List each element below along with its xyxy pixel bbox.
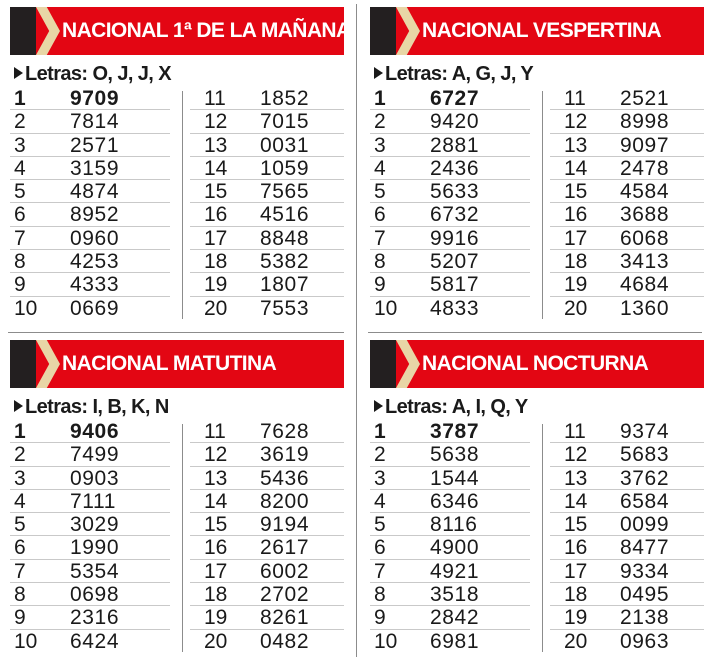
position-number: 5 bbox=[14, 180, 26, 204]
result-row bbox=[190, 110, 344, 133]
result-number: 2617 bbox=[260, 536, 310, 560]
position-number: 18 bbox=[564, 583, 588, 607]
result-number: 2881 bbox=[430, 133, 480, 157]
position-number: 8 bbox=[14, 250, 26, 274]
result-row bbox=[10, 203, 170, 226]
result-row bbox=[10, 536, 170, 559]
result-number: 4900 bbox=[430, 536, 480, 560]
position-number: 5 bbox=[374, 180, 386, 204]
position-number: 2 bbox=[14, 443, 26, 467]
result-number: 1807 bbox=[260, 273, 310, 297]
result-number: 8998 bbox=[620, 110, 670, 134]
result-row bbox=[550, 443, 704, 466]
position-number: 16 bbox=[204, 536, 228, 560]
result-number: 0482 bbox=[260, 629, 310, 653]
result-row bbox=[10, 180, 170, 203]
result-row bbox=[190, 87, 344, 110]
results-panel-nacional-nocturna bbox=[370, 340, 704, 658]
result-number: 4333 bbox=[70, 273, 120, 297]
result-row bbox=[10, 297, 170, 320]
position-number: 8 bbox=[374, 583, 386, 607]
letters-line bbox=[374, 394, 528, 420]
position-number: 2 bbox=[374, 110, 386, 134]
result-number: 3688 bbox=[620, 203, 670, 227]
position-number: 17 bbox=[564, 226, 588, 250]
result-row bbox=[10, 630, 170, 653]
position-number: 7 bbox=[14, 559, 26, 583]
result-row bbox=[190, 297, 344, 320]
result-row bbox=[370, 227, 530, 250]
result-number: 3762 bbox=[620, 466, 670, 490]
position-number: 9 bbox=[374, 273, 386, 297]
result-row bbox=[550, 560, 704, 583]
panel-banner bbox=[370, 7, 704, 55]
result-number: 8952 bbox=[70, 203, 120, 227]
position-number: 6 bbox=[14, 536, 26, 560]
position-number: 1 bbox=[374, 87, 386, 110]
results-panel-nacional-primera-manana bbox=[10, 7, 351, 325]
result-row bbox=[190, 134, 344, 157]
result-number: 8477 bbox=[620, 536, 670, 560]
position-number: 16 bbox=[564, 203, 588, 227]
result-number: 7553 bbox=[260, 296, 310, 320]
result-number: 3518 bbox=[430, 583, 480, 607]
result-number: 0669 bbox=[70, 296, 120, 320]
triangle-bullet-icon bbox=[14, 67, 23, 79]
position-number: 11 bbox=[564, 87, 586, 110]
results-panel-nacional-matutina bbox=[10, 340, 344, 658]
result-number: 9097 bbox=[620, 133, 670, 157]
result-row bbox=[550, 157, 704, 180]
results-panel-nacional-vespertina bbox=[370, 7, 704, 325]
position-number: 7 bbox=[374, 559, 386, 583]
position-number: 6 bbox=[374, 536, 386, 560]
result-row bbox=[370, 513, 530, 536]
panel-title: NACIONAL NOCTURNA bbox=[422, 352, 649, 375]
position-number: 3 bbox=[14, 133, 26, 157]
result-number: 1852 bbox=[260, 87, 310, 110]
result-row bbox=[10, 560, 170, 583]
result-row bbox=[370, 420, 530, 443]
position-number: 13 bbox=[564, 133, 588, 157]
panel-title: NACIONAL VESPERTINA bbox=[422, 19, 662, 42]
triangle-bullet-icon bbox=[374, 67, 383, 79]
position-number: 1 bbox=[14, 87, 26, 110]
result-row bbox=[190, 250, 344, 273]
position-number: 16 bbox=[204, 203, 228, 227]
result-row bbox=[10, 273, 170, 296]
result-row bbox=[10, 583, 170, 606]
result-row bbox=[550, 87, 704, 110]
result-row bbox=[190, 467, 344, 490]
letters-line bbox=[374, 61, 533, 87]
result-row bbox=[10, 227, 170, 250]
position-number: 14 bbox=[564, 489, 588, 513]
position-number: 8 bbox=[374, 250, 386, 274]
position-number: 17 bbox=[204, 226, 228, 250]
letters-text: Letras: O, J, J, X bbox=[25, 63, 171, 85]
result-number: 6346 bbox=[430, 489, 480, 513]
results-column-left bbox=[370, 87, 530, 320]
position-number: 9 bbox=[374, 606, 386, 630]
result-row bbox=[370, 273, 530, 296]
result-number: 5633 bbox=[430, 180, 480, 204]
position-number: 20 bbox=[204, 629, 228, 653]
result-number: 6002 bbox=[260, 559, 310, 583]
position-number: 8 bbox=[14, 583, 26, 607]
position-number: 18 bbox=[564, 250, 588, 274]
result-row bbox=[550, 180, 704, 203]
result-row bbox=[10, 420, 170, 443]
position-number: 12 bbox=[564, 443, 588, 467]
result-number: 5436 bbox=[260, 466, 310, 490]
result-row bbox=[370, 443, 530, 466]
result-number: 4684 bbox=[620, 273, 670, 297]
position-number: 12 bbox=[204, 443, 228, 467]
position-number: 11 bbox=[204, 420, 226, 443]
result-row bbox=[550, 273, 704, 296]
result-row bbox=[370, 157, 530, 180]
result-row bbox=[10, 490, 170, 513]
column-separator bbox=[182, 91, 183, 319]
result-number: 6584 bbox=[620, 489, 670, 513]
result-row bbox=[370, 560, 530, 583]
result-row bbox=[550, 250, 704, 273]
position-number: 19 bbox=[564, 273, 588, 297]
results-column-left bbox=[10, 420, 170, 653]
horizontal-divider-right bbox=[368, 332, 702, 333]
result-number: 5638 bbox=[430, 443, 480, 467]
result-number: 8848 bbox=[260, 226, 310, 250]
result-row bbox=[550, 630, 704, 653]
position-number: 3 bbox=[374, 133, 386, 157]
result-row bbox=[550, 513, 704, 536]
result-row bbox=[10, 606, 170, 629]
position-number: 5 bbox=[374, 513, 386, 537]
position-number: 3 bbox=[14, 466, 26, 490]
result-number: 4833 bbox=[430, 296, 480, 320]
panel-banner bbox=[10, 340, 344, 388]
result-number: 5354 bbox=[70, 559, 120, 583]
result-row bbox=[370, 606, 530, 629]
position-number: 6 bbox=[14, 203, 26, 227]
position-number: 10 bbox=[14, 296, 38, 320]
result-number: 6727 bbox=[430, 87, 480, 110]
position-number: 11 bbox=[204, 87, 226, 110]
result-number: 7015 bbox=[260, 110, 310, 134]
result-number: 1059 bbox=[260, 156, 310, 180]
results-column-right bbox=[190, 87, 344, 320]
result-row bbox=[370, 536, 530, 559]
result-row bbox=[550, 467, 704, 490]
position-number: 15 bbox=[564, 513, 588, 537]
position-number: 2 bbox=[14, 110, 26, 134]
result-number: 1990 bbox=[70, 536, 120, 560]
result-number: 4253 bbox=[70, 250, 120, 274]
result-number: 2436 bbox=[430, 156, 480, 180]
result-number: 1544 bbox=[430, 466, 480, 490]
result-row bbox=[190, 157, 344, 180]
result-row bbox=[550, 110, 704, 133]
result-row bbox=[190, 420, 344, 443]
result-number: 0099 bbox=[620, 513, 670, 537]
result-row bbox=[190, 606, 344, 629]
position-number: 3 bbox=[374, 466, 386, 490]
result-row bbox=[370, 630, 530, 653]
column-separator bbox=[542, 424, 543, 652]
result-number: 7814 bbox=[70, 110, 120, 134]
result-number: 0495 bbox=[620, 583, 670, 607]
panel-title: NACIONAL 1ª DE LA MAÑANA bbox=[62, 19, 351, 42]
result-row bbox=[370, 297, 530, 320]
result-number: 9420 bbox=[430, 110, 480, 134]
result-number: 7628 bbox=[260, 420, 310, 443]
result-row bbox=[10, 87, 170, 110]
result-number: 0698 bbox=[70, 583, 120, 607]
position-number: 13 bbox=[564, 466, 588, 490]
result-number: 0960 bbox=[70, 226, 120, 250]
result-number: 1360 bbox=[620, 296, 670, 320]
result-number: 8200 bbox=[260, 489, 310, 513]
position-number: 19 bbox=[564, 606, 588, 630]
result-number: 7499 bbox=[70, 443, 120, 467]
result-number: 8116 bbox=[430, 513, 478, 537]
result-number: 9709 bbox=[70, 87, 120, 110]
position-number: 9 bbox=[14, 273, 26, 297]
result-row bbox=[370, 490, 530, 513]
result-number: 3159 bbox=[70, 156, 120, 180]
result-row bbox=[10, 467, 170, 490]
position-number: 20 bbox=[564, 629, 588, 653]
results-column-right bbox=[550, 87, 704, 320]
result-row bbox=[370, 583, 530, 606]
result-number: 9194 bbox=[260, 513, 310, 537]
position-number: 17 bbox=[204, 559, 228, 583]
vertical-divider bbox=[356, 4, 357, 657]
position-number: 15 bbox=[204, 513, 228, 537]
position-number: 10 bbox=[374, 296, 398, 320]
position-number: 2 bbox=[374, 443, 386, 467]
result-number: 3787 bbox=[430, 420, 480, 443]
result-row bbox=[550, 606, 704, 629]
result-number: 3029 bbox=[70, 513, 120, 537]
position-number: 19 bbox=[204, 273, 228, 297]
position-number: 4 bbox=[374, 156, 386, 180]
triangle-bullet-icon bbox=[374, 400, 383, 412]
result-number: 6981 bbox=[430, 629, 480, 653]
result-number: 0963 bbox=[620, 629, 670, 653]
result-row bbox=[10, 134, 170, 157]
result-row bbox=[190, 583, 344, 606]
result-row bbox=[190, 630, 344, 653]
result-row bbox=[190, 560, 344, 583]
letters-text: Letras: A, G, J, Y bbox=[385, 63, 534, 85]
result-row bbox=[370, 110, 530, 133]
result-row bbox=[550, 490, 704, 513]
result-row bbox=[370, 134, 530, 157]
result-number: 7565 bbox=[260, 180, 310, 204]
position-number: 1 bbox=[14, 420, 26, 443]
result-row bbox=[370, 467, 530, 490]
result-row bbox=[550, 203, 704, 226]
position-number: 19 bbox=[204, 606, 228, 630]
result-number: 2702 bbox=[260, 583, 310, 607]
horizontal-divider-left bbox=[8, 332, 344, 333]
position-number: 10 bbox=[14, 629, 38, 653]
position-number: 11 bbox=[564, 420, 586, 443]
result-row bbox=[190, 490, 344, 513]
result-number: 6068 bbox=[620, 226, 670, 250]
position-number: 15 bbox=[204, 180, 228, 204]
result-row bbox=[10, 513, 170, 536]
result-number: 8261 bbox=[260, 606, 310, 630]
result-row bbox=[190, 227, 344, 250]
position-number: 6 bbox=[374, 203, 386, 227]
letters-text: Letras: I, B, K, N bbox=[25, 396, 169, 418]
panel-banner bbox=[10, 7, 351, 55]
result-number: 4874 bbox=[70, 180, 120, 204]
result-number: 4516 bbox=[260, 203, 310, 227]
result-number: 9334 bbox=[620, 559, 670, 583]
result-row bbox=[550, 420, 704, 443]
position-number: 7 bbox=[14, 226, 26, 250]
column-separator bbox=[182, 424, 183, 652]
result-number: 0903 bbox=[70, 466, 120, 490]
result-row bbox=[10, 443, 170, 466]
position-number: 13 bbox=[204, 466, 228, 490]
position-number: 20 bbox=[204, 296, 228, 320]
letters-text: Letras: A, I, Q, Y bbox=[385, 396, 528, 418]
results-column-right bbox=[550, 420, 704, 653]
results-column-left bbox=[10, 87, 170, 320]
position-number: 10 bbox=[374, 629, 398, 653]
result-number: 2571 bbox=[70, 133, 120, 157]
result-row bbox=[370, 203, 530, 226]
result-number: 5817 bbox=[430, 273, 480, 297]
triangle-bullet-icon bbox=[14, 400, 23, 412]
result-row bbox=[550, 297, 704, 320]
position-number: 12 bbox=[204, 110, 228, 134]
panel-title: NACIONAL MATUTINA bbox=[62, 352, 277, 375]
position-number: 4 bbox=[374, 489, 386, 513]
results-column-right bbox=[190, 420, 344, 653]
panel-banner bbox=[370, 340, 704, 388]
result-number: 5382 bbox=[260, 250, 310, 274]
result-number: 6424 bbox=[70, 629, 120, 653]
position-number: 14 bbox=[204, 489, 228, 513]
result-row bbox=[10, 110, 170, 133]
result-row bbox=[190, 536, 344, 559]
result-row bbox=[190, 180, 344, 203]
result-number: 2521 bbox=[620, 87, 670, 110]
result-number: 2842 bbox=[430, 606, 480, 630]
position-number: 9 bbox=[14, 606, 26, 630]
result-number: 2138 bbox=[620, 606, 670, 630]
result-row bbox=[190, 443, 344, 466]
result-row bbox=[550, 134, 704, 157]
position-number: 15 bbox=[564, 180, 588, 204]
result-number: 5207 bbox=[430, 250, 480, 274]
result-number: 9916 bbox=[430, 226, 480, 250]
result-number: 6732 bbox=[430, 203, 480, 227]
result-row bbox=[550, 227, 704, 250]
result-row bbox=[550, 536, 704, 559]
results-column-left bbox=[370, 420, 530, 653]
position-number: 13 bbox=[204, 133, 228, 157]
position-number: 7 bbox=[374, 226, 386, 250]
letters-line bbox=[14, 61, 171, 87]
position-number: 4 bbox=[14, 156, 26, 180]
result-number: 2478 bbox=[620, 156, 670, 180]
result-row bbox=[370, 250, 530, 273]
result-number: 2316 bbox=[70, 606, 120, 630]
result-number: 3413 bbox=[620, 250, 670, 274]
position-number: 14 bbox=[204, 156, 228, 180]
position-number: 18 bbox=[204, 250, 228, 274]
position-number: 14 bbox=[564, 156, 588, 180]
result-number: 7111 bbox=[70, 489, 116, 513]
result-number: 4584 bbox=[620, 180, 670, 204]
position-number: 20 bbox=[564, 296, 588, 320]
position-number: 1 bbox=[374, 420, 386, 443]
position-number: 17 bbox=[564, 559, 588, 583]
result-number: 9374 bbox=[620, 420, 670, 443]
result-number: 9406 bbox=[70, 420, 120, 443]
result-row bbox=[190, 273, 344, 296]
result-row bbox=[190, 513, 344, 536]
result-row bbox=[10, 250, 170, 273]
position-number: 4 bbox=[14, 489, 26, 513]
result-row bbox=[370, 180, 530, 203]
result-row bbox=[10, 157, 170, 180]
result-row bbox=[190, 203, 344, 226]
result-number: 4921 bbox=[430, 559, 480, 583]
result-row bbox=[370, 87, 530, 110]
position-number: 16 bbox=[564, 536, 588, 560]
result-number: 5683 bbox=[620, 443, 670, 467]
result-row bbox=[550, 583, 704, 606]
position-number: 5 bbox=[14, 513, 26, 537]
position-number: 18 bbox=[204, 583, 228, 607]
result-number: 0031 bbox=[260, 133, 310, 157]
result-number: 3619 bbox=[260, 443, 310, 467]
column-separator bbox=[542, 91, 543, 319]
position-number: 12 bbox=[564, 110, 588, 134]
letters-line bbox=[14, 394, 169, 420]
